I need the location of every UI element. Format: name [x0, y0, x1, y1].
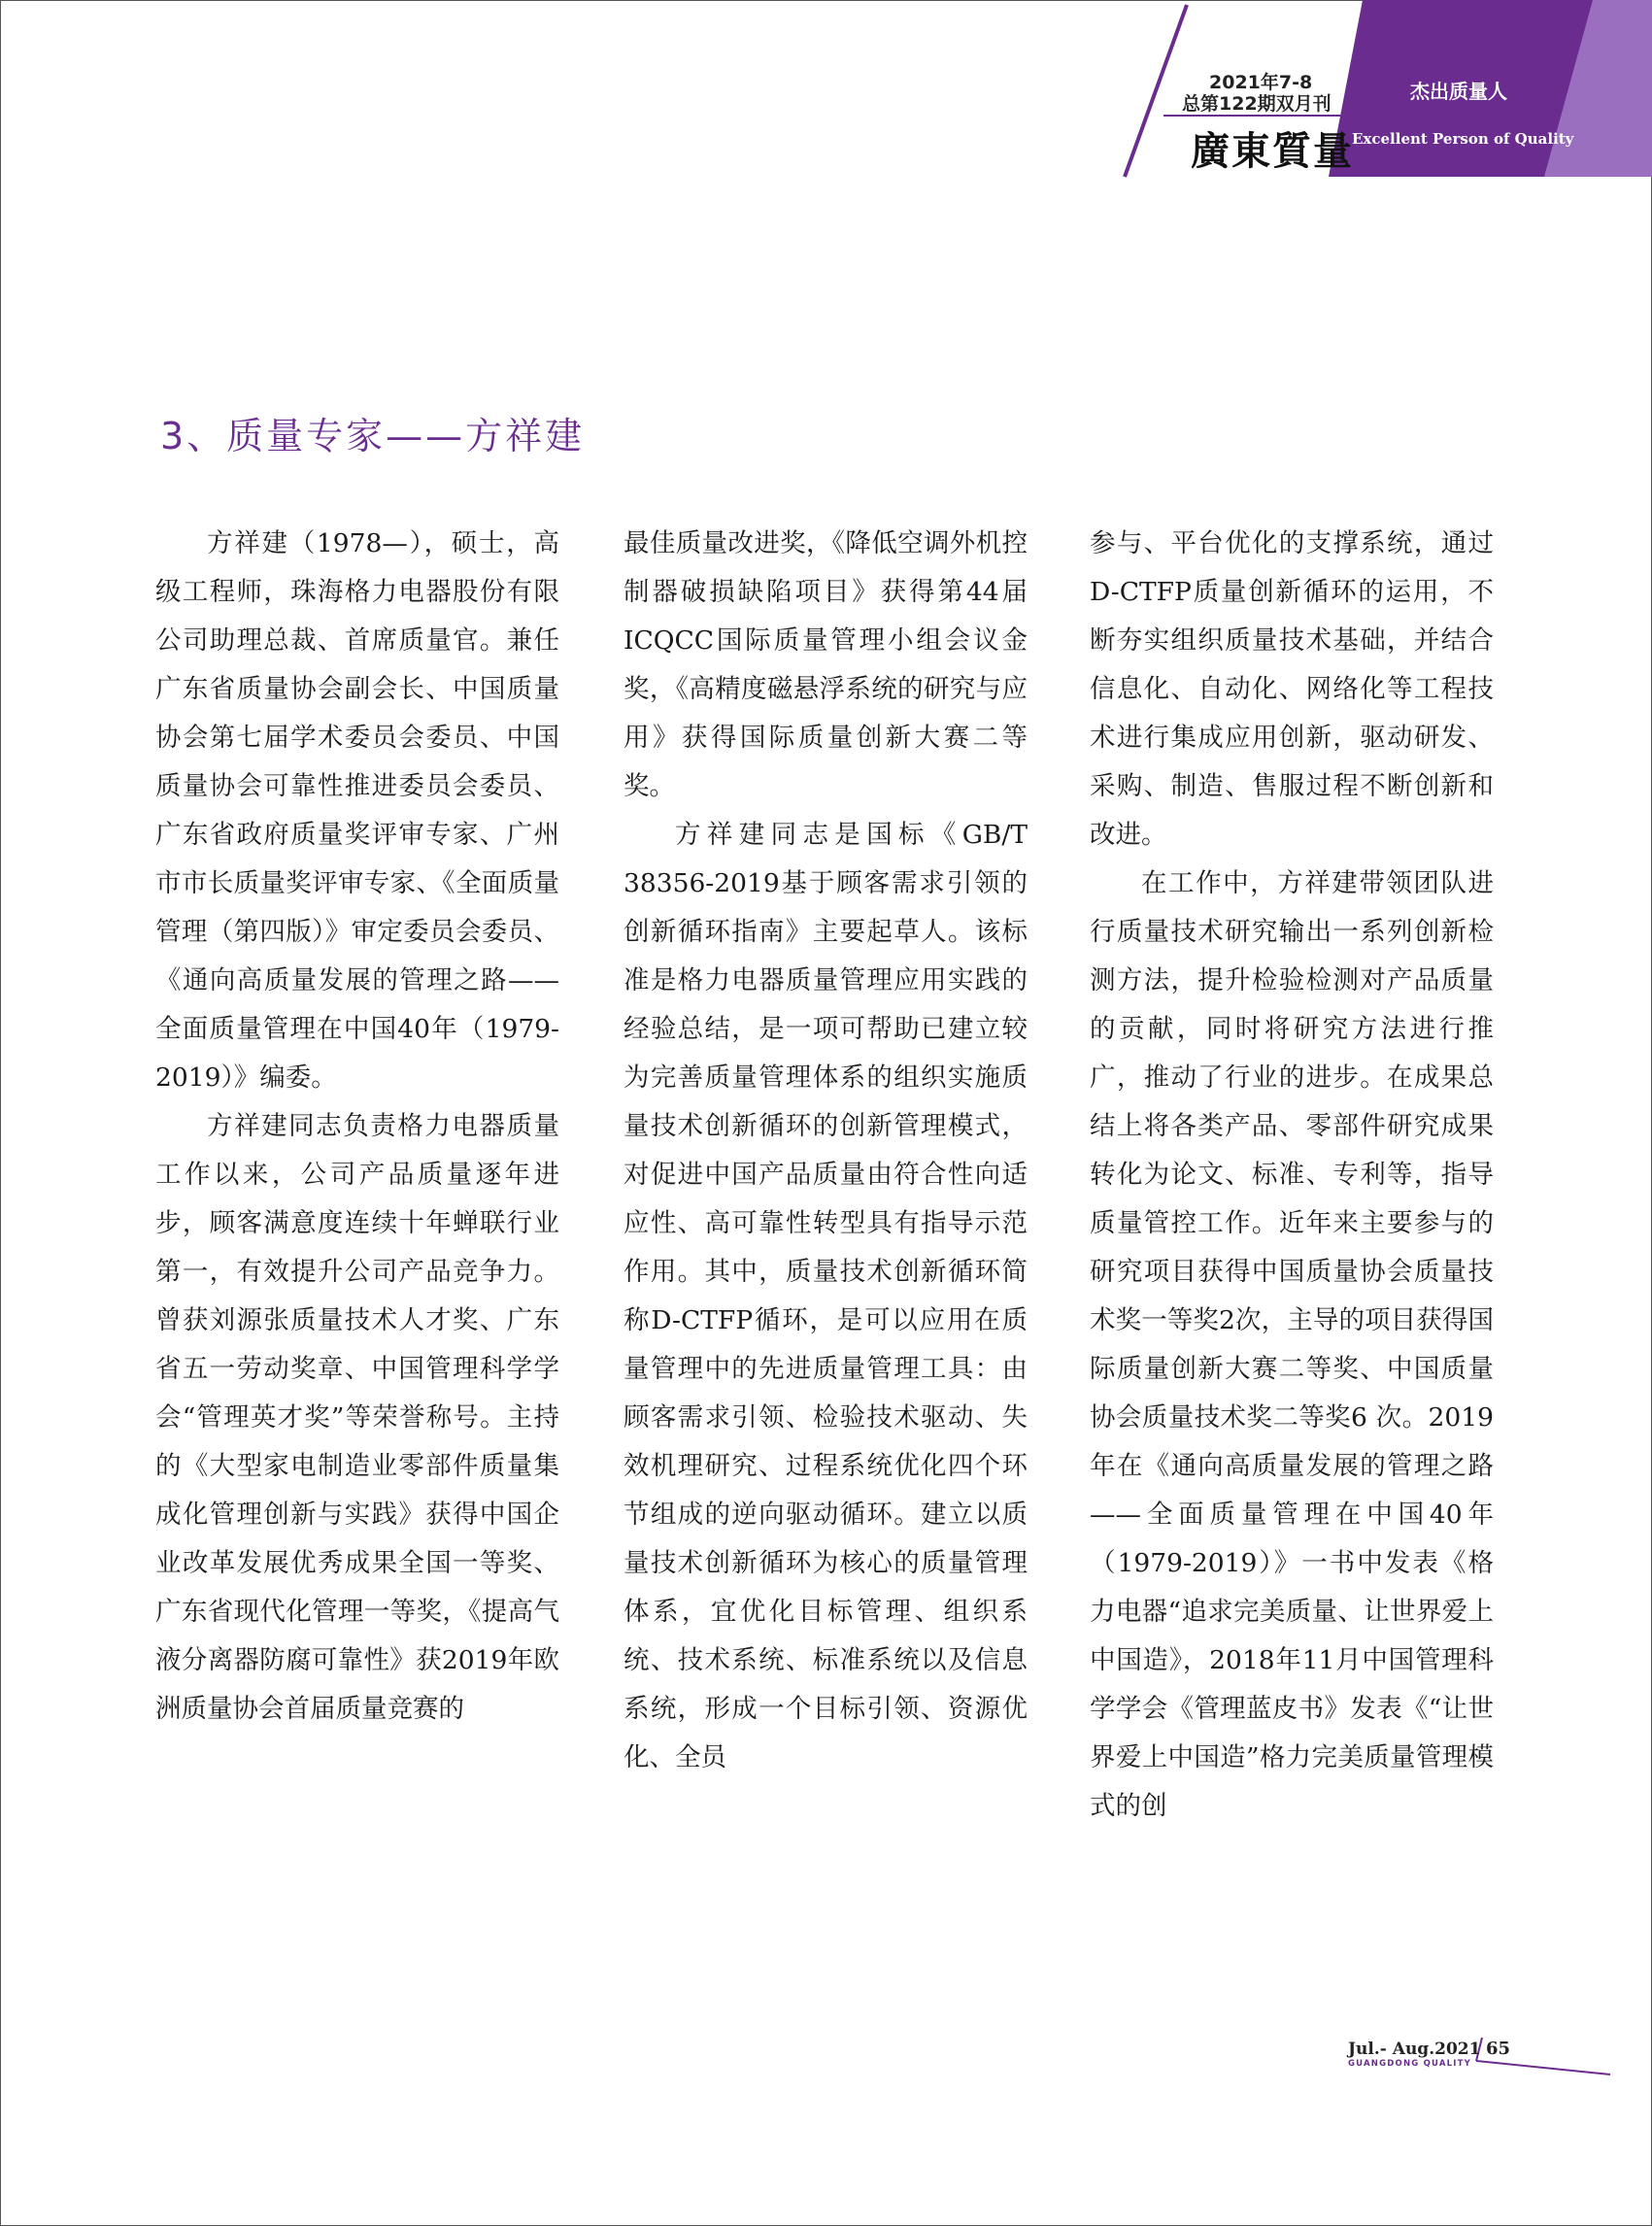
header-slash-line — [1125, 5, 1187, 177]
column-name: 杰出质量人 — [1410, 80, 1507, 103]
paragraph: 最佳质量改进奖，《降低空调外机控制器破损缺陷项目》获得第44届ICQCC国际质量管理小组会议金奖，《高精度磁悬浮系统的研究与应用》获得国际质量创新大赛二等奖。 — [624, 528, 1028, 801]
paragraph: 方祥建（1978—），硕士，高级工程师，珠海格力电器股份有限公司助理总裁、首席质量官。兼任广东省质量协会副会长、中国质量协会第七届学术委员会委员、中国质量协会可靠性推进委员会委员、广东省政府质量奖评审专家、广州市市长质量奖评审专家、《全面质量管理（第四版）》审定委员会委员、《通向高质量发展的管理之路——全面质量管理在中国40年（1979-2019）》编委。 — [155, 528, 559, 1093]
paragraph: 参与、平台优化的支撑系统，通过D-CTFP质量创新循环的运用，不断夯实组织质量技术基础，并结合信息化、自动化、网络化等工程技术进行集成应用创新，驱动研发、采购、制造、售服过程不断创新和改进。 — [1090, 528, 1494, 850]
footer-rule — [1476, 2061, 1610, 2074]
paragraph: 在工作中，方祥建带领团队进行质量技术研究输出一系列创新检测方法，提升检验检测对产品质量的贡献，同时将研究方法进行推广，推动了行业的进步。在成果总结上将各类产品、零部件研究成果转化为论文、标准、专利等，指导质量管控工作。近年来主要参与的研究项目获得中国质量协会质量技术奖一等奖2次，主导的项目获得国际质量创新大赛二等奖、中国质量协会质量技术奖二等奖6 次。2019年在《通向高质量发展的管理之路——全面质量管理在中国40年（1979-2019）》一书中发表《格力电器“追求完美质量、让世界爱上中国造》，2018年11月中国管理科学学会《管理蓝皮书》发表《“让世界爱上中国造”格力完美质量管理模式的创 — [1090, 868, 1494, 1821]
text-column-1 — [155, 520, 559, 1734]
paragraph: 方祥建同志负责格力电器质量工作以来，公司产品质量逐年进步，顾客满意度连续十年蝉联行业第一，有效提升公司产品竞争力。曾获刘源张质量技术人才奖、广东省五一劳动奖章、中国管理科学学会“管理英才奖”等荣誉称号。主持的《大型家电制造业零部件质量集成化管理创新与实践》获得中国企业改革发展优秀成果全国一等奖、广东省现代化管理一等奖，《提高气液分离器防腐可靠性》获2019年欧洲质量协会首届质量竞赛的 — [155, 1111, 559, 1724]
footer-brand: GUANGDONG QUALITY — [1348, 2059, 1471, 2069]
issue-number: 总第122期双月刊 — [1182, 93, 1332, 115]
text-column-3 — [1090, 520, 1494, 1831]
text-column-2 — [624, 520, 1028, 1782]
column-name-en: Excellent Person of Quality — [1352, 130, 1574, 148]
header-banner — [0, 0, 1652, 180]
issue-date: 2021年7-8 — [1209, 72, 1313, 93]
paragraph: 方祥建同志是国标《GB/T 38356-2019基于顾客需求引领的创新循环指南》主要起草人。该标准是格力电器质量管理应用实践的经验总结，是一项可帮助已建立较为完善质量管理体系的组织实施质量技术创新循环的创新管理模式，对促进中国产品质量由符合性向适应性、高可靠性转型具有指导示范作用。其中，质量技术创新循环简称D-CTFP循环，是可以应用在质量管理中的先进质量管理工具：由顾客需求引领、检验技术驱动、失效机理研究、过程系统优化四个环节组成的逆向驱动循环。建立以质量技术创新循环为核心的质量管理体系，宜优化目标管理、组织系统、技术系统、标准系统以及信息系统，形成一个目标引领、资源优化、全员 — [624, 820, 1028, 1772]
magazine-logo: 廣東質量 — [1191, 128, 1354, 174]
footer-date: Jul.- Aug.2021 — [1348, 2040, 1481, 2059]
section-title: 3、质量专家——方祥建 — [160, 415, 586, 457]
page-number: 65 — [1486, 2039, 1511, 2059]
